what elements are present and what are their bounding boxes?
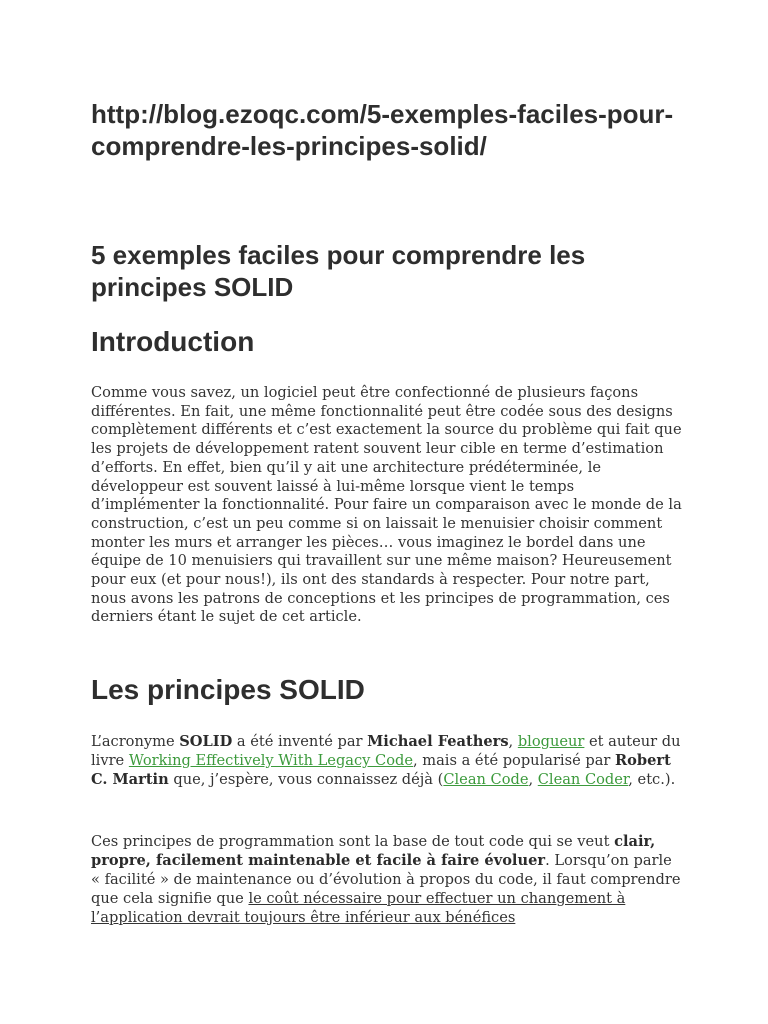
bold-qualities: clair, propre, facilement maintenable et facile à faire évoluer <box>91 833 656 869</box>
text-span: a été inventé par <box>232 733 368 750</box>
source-url: http://blog.ezoqc.com/5-exemples-faciles-pour-comprendre-les-principes-solid/ <box>91 99 674 161</box>
solid-paragraph-principes <box>91 832 683 927</box>
bold-robert-martin: Robert C. Martin <box>91 752 671 788</box>
text-span: que, j’espère, vous connaissez déjà ( <box>168 771 444 788</box>
underlined-cost-statement: le coût nécessaire pour effectuer un changement à l’application devrait toujours être inférieur aux bénéfices <box>91 890 626 926</box>
text-span: et auteur du livre <box>91 733 681 769</box>
solid-paragraph-acronym <box>91 732 683 789</box>
link-legacy-code-book[interactable]: Working Effectively With Legacy Code <box>128 752 413 769</box>
link-blogueur[interactable]: blogueur <box>517 733 585 750</box>
bold-michael-feathers: Michael Feathers <box>367 733 509 750</box>
text-span: . Lorsqu’on parle « facilité » de maintenance ou d’évolution à propos du code, il faut comprendre que cela signifie que <box>91 852 681 907</box>
text-span: , etc.). <box>628 771 676 788</box>
intro-paragraph: Comme vous savez, un logiciel peut être confectionné de plusieurs façons différentes. En fait, une même fonctionnalité peut être codée sous des designs complètement différents et c’est exactement la source du problème qui fait que les projets de développement ratent souvent leur cible en terme d’estimation d’efforts. En effet, bien qu’il y ait une architecture prédéterminée, le développeur est souvent laissé à lui-même lorsque vient le temps d’implémenter la fonctionnalité. Pour faire un comparaison avec le monde de la construction, c’est un peu comme si on laissait le menuisier choisir comment monter les murs et arranger les pièces… vous imaginez le bordel dans une équipe de 10 menuisiers qui travaillent sur une même maison? Heureusement pour eux (et pour nous!), ils ont des standards à respecter. Pour notre part, nous avons les patrons de conceptions et les principes de programmation, ces derniers étant le sujet de cet article. <box>91 384 682 626</box>
link-clean-code[interactable]: Clean Code <box>443 771 529 788</box>
solid-heading: Les principes SOLID <box>91 674 365 705</box>
text-span: L’acronyme <box>91 733 180 750</box>
intro-heading: Introduction <box>91 326 255 357</box>
link-clean-coder[interactable]: Clean Coder <box>537 771 629 788</box>
bold-solid: SOLID <box>179 733 233 750</box>
text-span: , <box>508 733 518 750</box>
article-title: 5 exemples faciles pour comprendre les principes SOLID <box>91 240 586 302</box>
text-span: , <box>528 771 538 788</box>
text-span: , mais a été popularisé par <box>412 752 616 769</box>
text-span: Ces principes de programmation sont la base de tout code qui se veut <box>91 833 615 850</box>
